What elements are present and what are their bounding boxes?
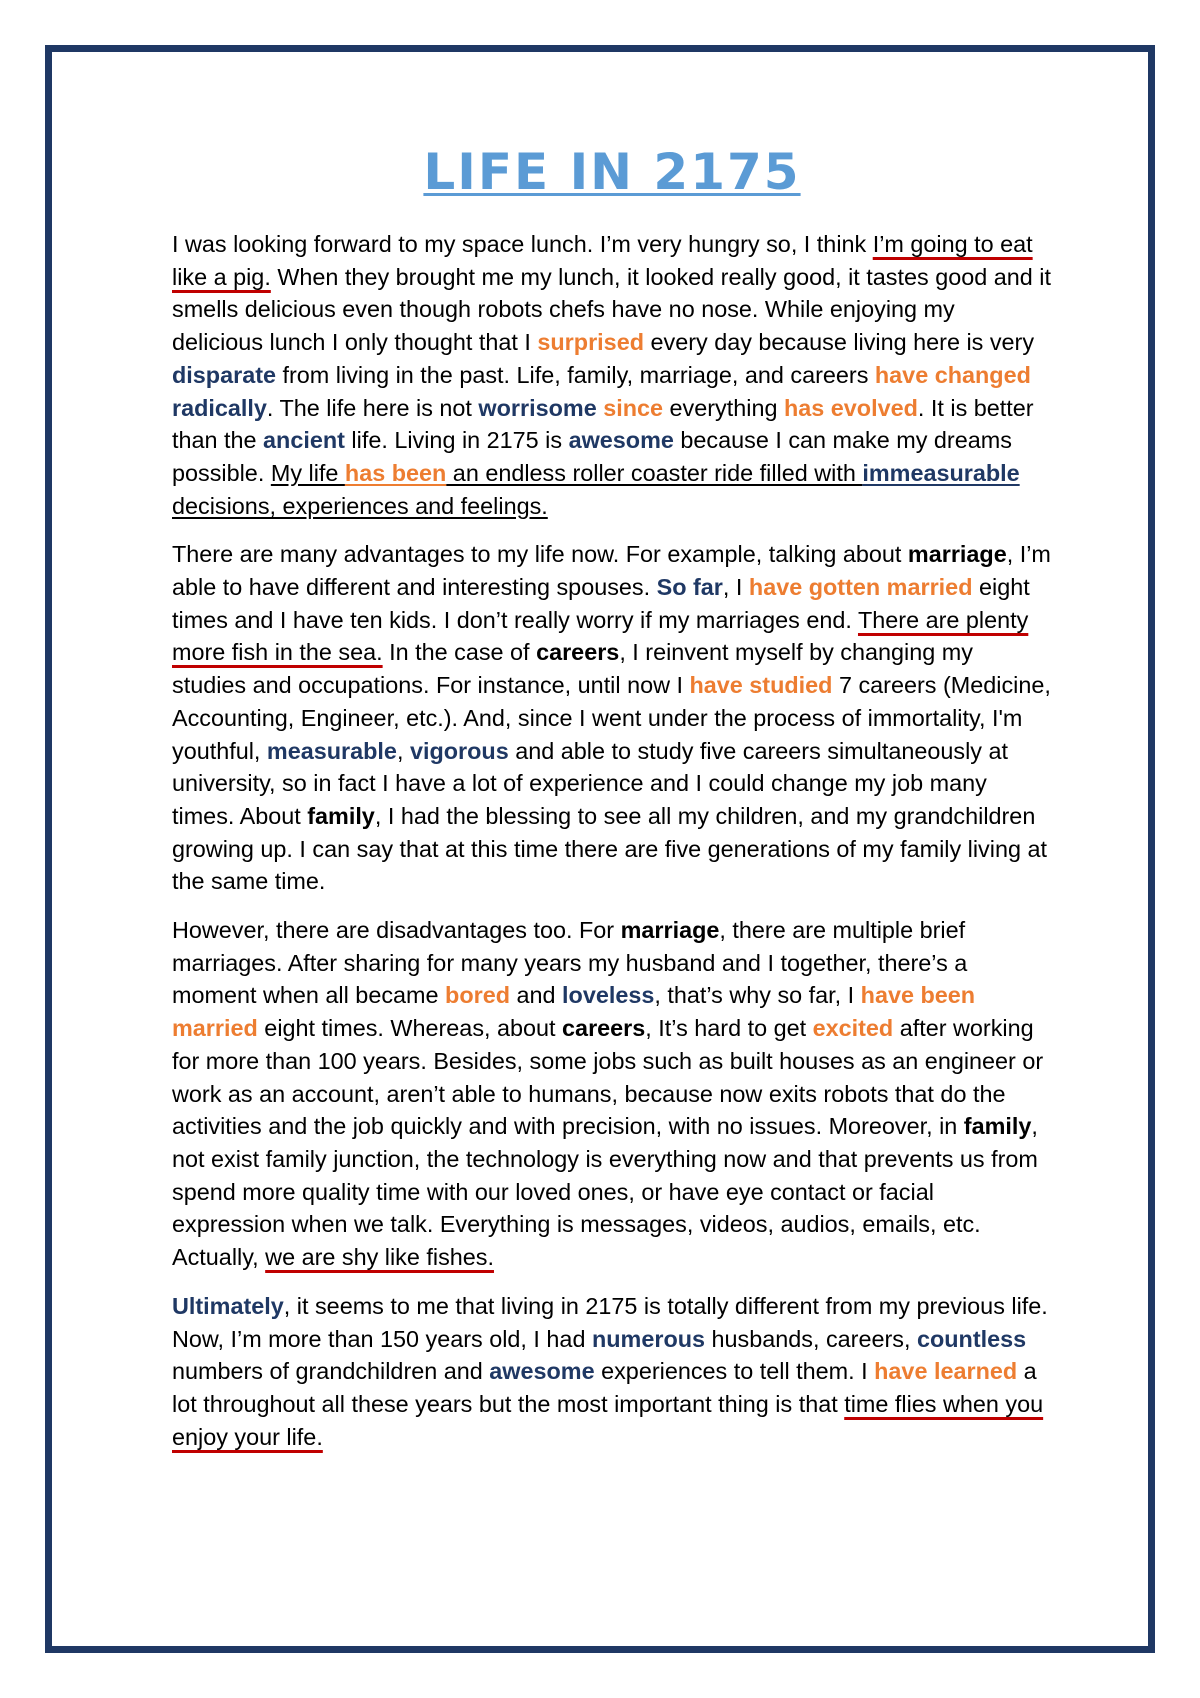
text-run: , <box>396 737 410 764</box>
text-run: we are shy like fishes. <box>265 1244 494 1271</box>
text-run: family <box>963 1113 1032 1140</box>
text-run: , I had the blessing to see all my children, and my grandchildren growing up. I can say that at this time there are five generations of my family living at the same time. <box>172 802 1047 895</box>
text-run: countless <box>916 1325 1027 1352</box>
text-run: because I can make my dreams possible. <box>172 427 1012 486</box>
text-run: eight times. Whereas, about <box>257 1015 563 1042</box>
text-run: excited <box>812 1015 894 1042</box>
text-run: , not exist family junction, the technology is everything now and that prevents us from spend more quality time with our loved ones, or have eye contact or facial expression when we talk. Everything is messages, videos, audios, emails, etc. Actually, <box>172 1113 1038 1271</box>
text-run: has evolved <box>783 394 918 421</box>
text-run: , It’s hard to get <box>645 1015 813 1042</box>
text-run: everything <box>663 394 784 421</box>
text-run: ancient <box>263 427 345 454</box>
text-run: surprised <box>537 329 644 356</box>
text-run: husbands, careers, <box>705 1325 917 1352</box>
text-run: I’m going to eat like a pig. <box>172 231 1033 290</box>
text-run: careers <box>536 639 620 666</box>
document-title-text: LIFE IN 2175 <box>423 143 801 201</box>
text-run: When they brought me my lunch, it looked really good, it tastes good and it smells delicious even though robots chefs have no nose. While enjoying my delicious lunch I only thought that I <box>172 263 1051 356</box>
text-run: So far <box>656 574 723 601</box>
text-run: I was looking forward to my space lunch. I’m very hungry so, I think <box>172 231 873 257</box>
text-run: time flies when you enjoy your life. <box>172 1390 1044 1450</box>
text-run: numbers of grandchildren and <box>172 1358 490 1385</box>
text-run: family <box>307 802 375 829</box>
text-run: decisions, experiences and feelings. <box>172 492 548 519</box>
text-run: loveless <box>562 982 655 1009</box>
text-run: measurable <box>266 737 397 764</box>
text-run: , there are multiple brief marriages. After sharing for many years my husband and I together, there’s a moment when all became <box>172 917 968 1009</box>
paragraph-intro <box>172 228 1052 522</box>
document-body <box>172 140 1052 1469</box>
text-run: bored <box>445 982 511 1009</box>
text-run: have learned <box>874 1358 1018 1385</box>
text-run: awesome <box>489 1358 595 1385</box>
text-run: , I reinvent myself by changing my studies and occupations. For instance, until now I <box>172 639 973 699</box>
text-run: experiences to tell them. I <box>594 1358 875 1385</box>
text-run: My life <box>270 459 345 486</box>
text-run: , that’s why so far, I <box>654 982 861 1009</box>
text-run: marriage <box>620 917 720 944</box>
text-run: . It is better than the <box>172 394 1034 454</box>
text-run: vigorous <box>409 737 509 764</box>
paragraph-conclusion <box>172 1290 1052 1454</box>
text-run: , I’m able to have different and interesting spouses. <box>172 541 1051 601</box>
text-run: an endless roller coaster ride filled with <box>446 459 863 486</box>
text-run: and <box>510 982 563 1009</box>
text-run: have changed <box>874 361 1031 388</box>
text-run: marriage <box>907 541 1007 568</box>
text-run: There are plenty more fish in the sea. <box>172 606 1029 666</box>
text-run: , I <box>722 574 749 601</box>
text-run: life. Living in 2175 is <box>344 427 569 454</box>
document-title <box>172 140 1052 204</box>
text-run: every day because living here is very <box>644 329 1035 356</box>
text-run: numerous <box>591 1325 706 1352</box>
text-run: careers <box>562 1015 646 1042</box>
text-run: a lot throughout all these years but the most important thing is that <box>172 1358 1037 1417</box>
text-run: awesome <box>568 427 674 454</box>
text-run: and able to study five careers simultaneously at university, so in fact I have a lot of experience and I could change my job many times. About <box>172 737 1009 829</box>
text-run: worrisome <box>478 394 597 421</box>
paragraph-disadvantages <box>172 914 1052 1274</box>
text-run: , it seems to me that living in 2175 is totally different from my previous life. Now, I’m more than 150 years old, I had <box>172 1292 1048 1352</box>
text-run: However, there are disadvantages too. For <box>172 917 621 944</box>
text-run: radically <box>172 394 267 421</box>
text-run: after working for more than 100 years. Besides, some jobs such as built houses as an engineer or work as an account, aren’t able to humans, because now exits robots that do the activities and the job quickly and with precision, with no issues. Moreover, in <box>172 1015 1044 1140</box>
text-run: disparate <box>172 361 277 388</box>
text-run: have been married <box>172 982 976 1042</box>
paragraph-advantages <box>172 538 1052 898</box>
text-run: 7 careers (Medicine, Accounting, Engineer, etc.). And, since I went under the process of immortality, I'm youthful, <box>172 672 1051 764</box>
text-run: since <box>603 394 664 421</box>
text-run: immeasurable <box>862 459 1020 486</box>
text-run: In the case of <box>382 639 537 666</box>
text-run: from living in the past. Life, family, marriage, and careers <box>276 361 875 388</box>
text-run: have studied <box>689 672 833 699</box>
text-run: eight times and I have ten kids. I don’t really worry if my marriages end. <box>172 574 1030 633</box>
text-run: Ultimately <box>172 1292 284 1319</box>
text-run: There are many advantages to my life now. For example, talking about <box>172 541 908 568</box>
text-run: have gotten married <box>748 574 973 601</box>
text-run: has been <box>344 459 447 486</box>
text-run: . The life here is not <box>266 394 479 421</box>
